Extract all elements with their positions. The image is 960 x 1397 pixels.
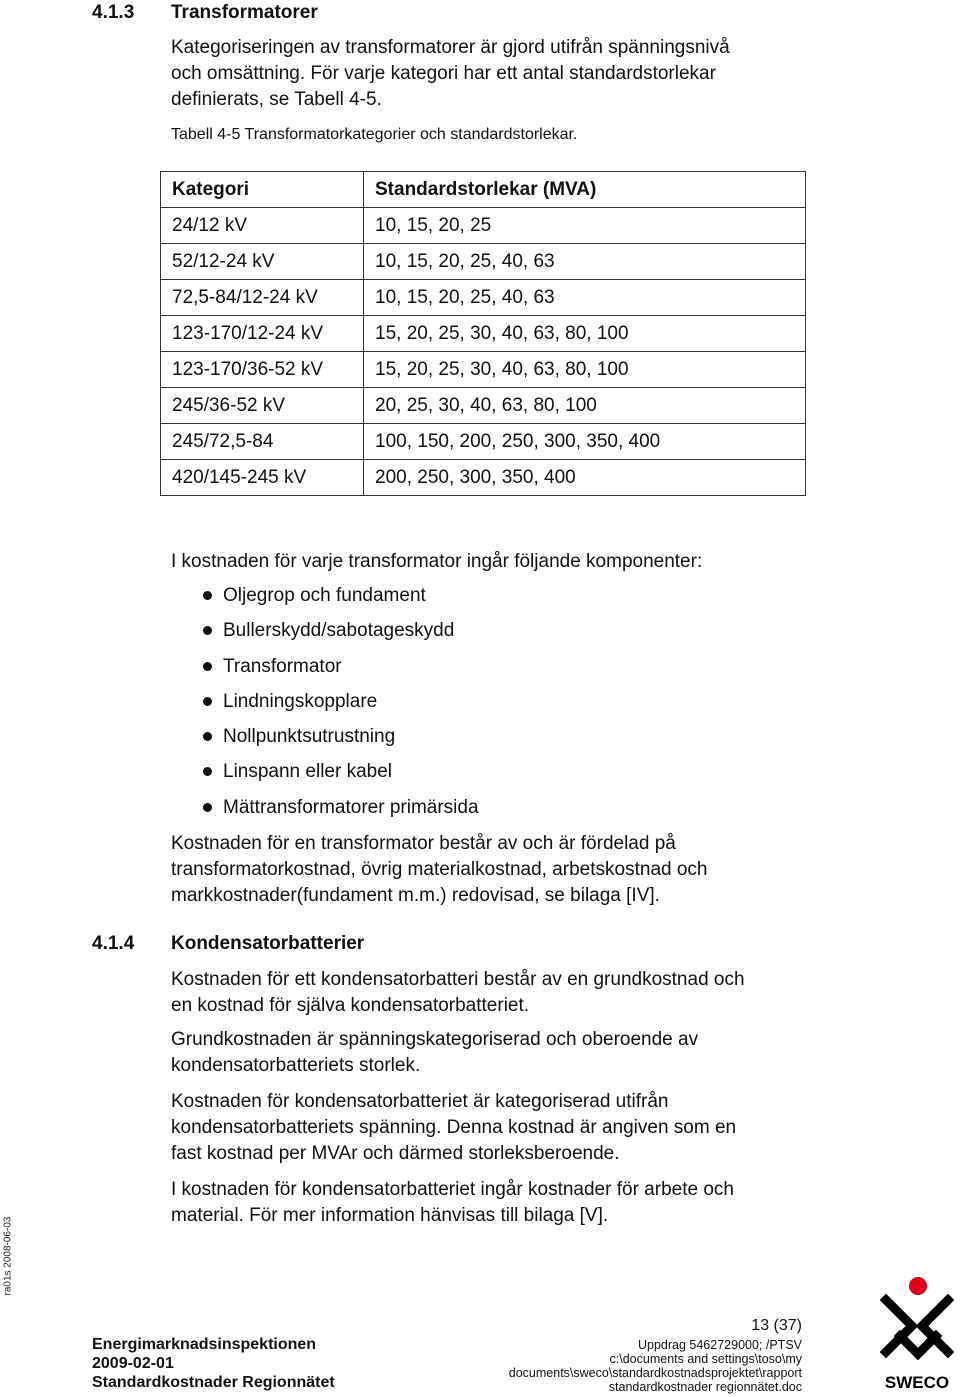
footer-filename: standardkostnader regionnätet.doc: [608, 1380, 802, 1394]
bullet-icon: [203, 767, 212, 776]
section-number: 4.1.4: [92, 933, 135, 954]
list-item-label: Mättransformatorer primärsida: [223, 796, 479, 818]
list-item: [190, 688, 479, 723]
footer-report-title: Standardkostnader Regionnätet: [92, 1374, 335, 1391]
cell: 100, 150, 200, 250, 300, 350, 400: [364, 424, 806, 460]
cell: 15, 20, 25, 30, 40, 63, 80, 100: [364, 316, 806, 352]
list-item: [190, 653, 479, 688]
text-line: fast kostnad per MVAr och därmed storleksberoende.: [171, 1143, 620, 1164]
list-item-label: Lindningskopplare: [223, 690, 378, 712]
bullet-icon: [203, 626, 212, 635]
footer-date: 2009-02-01: [92, 1355, 174, 1372]
list-item: [190, 794, 479, 829]
list-item-label: Nollpunktsutrustning: [223, 726, 396, 748]
footer-path: c:\documents and settings\toso\my: [609, 1352, 802, 1366]
cell: 123-170/12-24 kV: [161, 316, 364, 352]
table-row: [161, 388, 806, 424]
list-item-label: Transformator: [223, 655, 342, 677]
bullet-icon: [203, 803, 212, 812]
cell: 245/72,5-84: [161, 424, 364, 460]
cell: 10, 15, 20, 25: [364, 208, 806, 244]
cell: 245/36-52 kV: [161, 388, 364, 424]
table-row: [161, 352, 806, 388]
component-list: [190, 582, 479, 829]
table-row: [161, 424, 806, 460]
text-line: markkostnader(fundament m.m.) redovisad, se bilaga [IV].: [171, 885, 660, 906]
footer-left: [92, 1335, 335, 1392]
list-item: [190, 582, 479, 617]
cell: 10, 15, 20, 25, 40, 63: [364, 280, 806, 316]
bullet-icon: [203, 732, 212, 741]
paragraph: [171, 1027, 698, 1079]
bullet-icon: [203, 662, 212, 671]
text-line: Kategoriseringen av transformatorer är gjord utifrån spänningsnivå: [171, 37, 730, 58]
transformer-table: [160, 171, 806, 496]
text-line: material. För mer information hänvisas till bilaga [V].: [171, 1205, 609, 1226]
sweco-logo-icon: [878, 1276, 956, 1392]
table-row: [161, 280, 806, 316]
text-line: Kostnaden för ett kondensatorbatteri består av en grundkostnad och: [171, 969, 745, 990]
table-row: [161, 208, 806, 244]
paragraph: [171, 1089, 736, 1167]
text-line: transformatorkostnad, övrig materialkostnad, arbetskostnad och: [171, 859, 708, 880]
cell: 123-170/36-52 kV: [161, 352, 364, 388]
cell: 72,5-84/12-24 kV: [161, 280, 364, 316]
text-line: I kostnaden för kondensatorbatteriet ingår kostnader för arbete och: [171, 1179, 734, 1200]
list-item: [190, 723, 479, 758]
cell: 24/12 kV: [161, 208, 364, 244]
text-line: kondensatorbatteriets spänning. Denna kostnad är angiven som en: [171, 1117, 737, 1138]
cell: 52/12-24 kV: [161, 244, 364, 280]
header-cell: Standardstorlekar (MVA): [364, 172, 806, 208]
cell: 10, 15, 20, 25, 40, 63: [364, 244, 806, 280]
table-row: [161, 244, 806, 280]
text-line: Grundkostnaden är spänningskategoriserad och oberoende av: [171, 1029, 699, 1050]
footer-path: documents\sweco\standardkostnadsprojektet\rapport: [508, 1366, 802, 1380]
page-number: 13 (37): [751, 1317, 802, 1334]
list-item: [190, 617, 479, 652]
bullet-icon: [203, 591, 212, 600]
footer-right: [500, 1338, 802, 1394]
cell: 20, 25, 30, 40, 63, 80, 100: [364, 388, 806, 424]
side-template-code: ra01s 2008-06-03: [2, 1216, 14, 1296]
cell: 15, 20, 25, 30, 40, 63, 80, 100: [364, 352, 806, 388]
footer-assignment: Uppdrag 5462729000; /PTSV: [637, 1338, 802, 1352]
footer-org: Energimarknadsinspektionen: [92, 1336, 317, 1353]
paragraph: [171, 1177, 734, 1229]
list-intro: I kostnaden för varje transformator ingår följande komponenter:: [171, 551, 703, 572]
bullet-icon: [203, 697, 212, 706]
paragraph: [171, 967, 745, 1019]
text-line: definierats, se Tabell 4-5.: [171, 89, 382, 110]
sweco-logo: [878, 1276, 956, 1392]
cell: 420/145-245 kV: [161, 460, 364, 496]
list-item: [190, 758, 479, 793]
text-line: en kostnad för själva kondensatorbatteriet.: [171, 995, 530, 1016]
section-title: Kondensatorbatterier: [171, 933, 365, 954]
closing-paragraph: [171, 831, 708, 909]
header-cell: Kategori: [161, 172, 364, 208]
list-item-label: Bullerskydd/sabotageskydd: [223, 620, 455, 642]
section-number: 4.1.3: [92, 2, 135, 23]
table-row: [161, 316, 806, 352]
logo-wordmark: SWECO: [884, 1373, 950, 1392]
text-line: Kostnaden för kondensatorbatteriet är kategoriserad utifrån: [171, 1091, 669, 1112]
text-line: Kostnaden för en transformator består av och är fördelad på: [171, 833, 676, 854]
list-item-label: Oljegrop och fundament: [223, 585, 426, 606]
table-header-row: [161, 172, 806, 208]
section-title: Transformatorer: [171, 2, 318, 23]
text-line: kondensatorbatteriets storlek.: [171, 1055, 421, 1076]
table-caption: Tabell 4-5 Transformatorkategorier och standardstorlekar.: [171, 126, 578, 143]
cell: 200, 250, 300, 350, 400: [364, 460, 806, 496]
intro-paragraph: [171, 35, 730, 113]
list-item-label: Linspann eller kabel: [223, 761, 393, 783]
text-line: och omsättning. För varje kategori har ett antal standardstorlekar: [171, 63, 716, 84]
table-row: [161, 460, 806, 496]
